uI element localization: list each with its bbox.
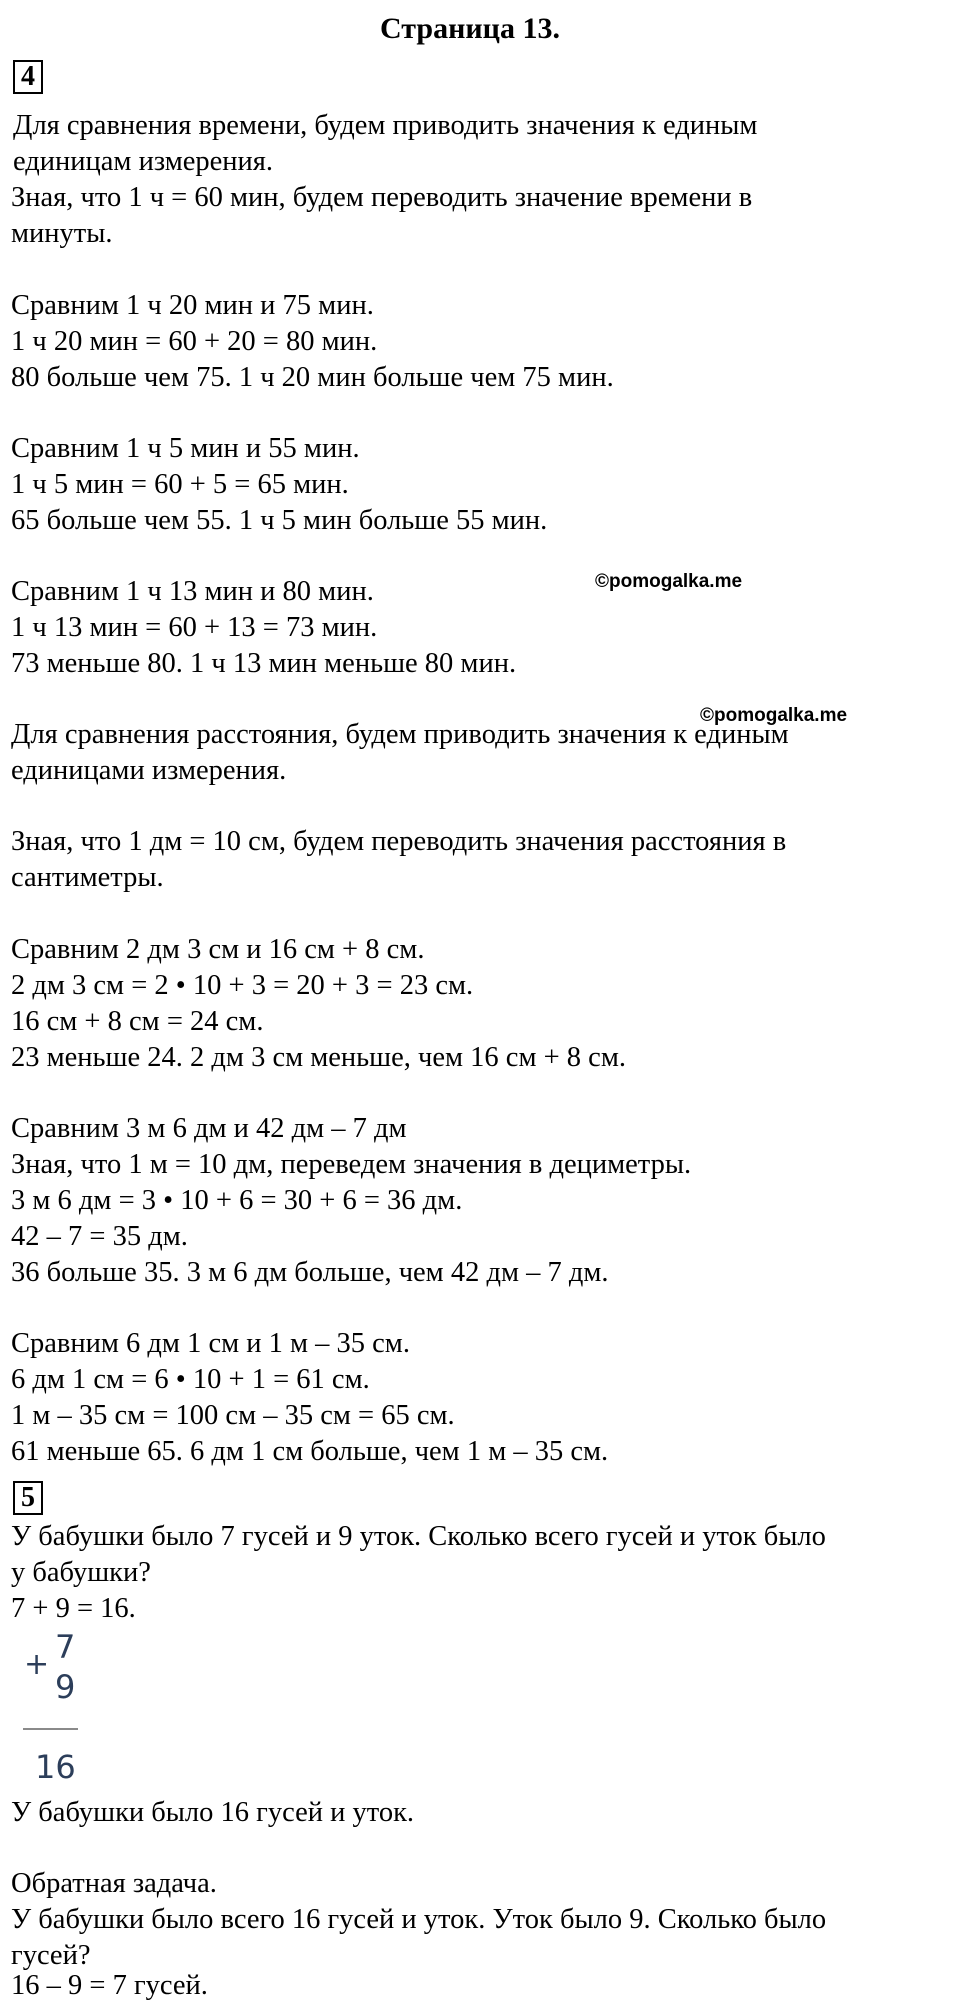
text-line: 73 меньше 80. 1 ч 13 мин меньше 80 мин. xyxy=(11,648,517,679)
text-line: Сравним 6 дм 1 см и 1 м – 35 см. xyxy=(11,1328,410,1359)
text-line: Для сравнения расстояния, будем приводить значения к единым xyxy=(11,719,789,750)
text-line: Сравним 2 дм 3 см и 16 см + 8 см. xyxy=(11,934,425,965)
text-line: 1 ч 13 мин = 60 + 13 = 73 мин. xyxy=(11,612,378,643)
task-4-number: 4 xyxy=(13,60,43,94)
text-line: 23 меньше 24. 2 дм 3 см меньше, чем 16 см + 8 см. xyxy=(11,1042,626,1073)
watermark: ©pomogalka.me xyxy=(700,705,848,726)
text-line: 2 дм 3 см = 2 • 10 + 3 = 20 + 3 = 23 см. xyxy=(11,970,474,1001)
text-line: Сравним 1 ч 5 мин и 55 мин. xyxy=(11,433,360,464)
text-line: Обратная задача. xyxy=(11,1868,217,1899)
sum-line xyxy=(23,1728,78,1730)
text-line: минуты. xyxy=(11,218,113,249)
text-line: 3 м 6 дм = 3 • 10 + 6 = 30 + 6 = 36 дм. xyxy=(11,1185,463,1216)
plus-sign: + xyxy=(24,1647,50,1682)
text-line: 80 больше чем 75. 1 ч 20 мин больше чем 75 мин. xyxy=(11,362,614,393)
text-line: У бабушки было 16 гусей и уток. xyxy=(11,1797,415,1828)
text-line: 1 ч 20 мин = 60 + 20 = 80 мин. xyxy=(11,326,378,357)
text-line: Для сравнения времени, будем приводить значения к единым xyxy=(13,110,758,141)
text-line: 6 дм 1 см = 6 • 10 + 1 = 61 см. xyxy=(11,1364,370,1395)
text-line: 1 м – 35 см = 100 см – 35 см = 65 см. xyxy=(11,1400,455,1431)
text-line: Зная, что 1 м = 10 дм, переведем значения в дециметры. xyxy=(11,1149,692,1180)
text-line: у бабушки? xyxy=(11,1557,151,1588)
sum-result: 16 xyxy=(35,1748,76,1786)
text-line: Сравним 1 ч 20 мин и 75 мин. xyxy=(11,290,374,321)
text-line: Сравним 1 ч 13 мин и 80 мин. xyxy=(11,576,374,607)
text-line: У бабушки было 7 гусей и 9 уток. Сколько всего гусей и уток было xyxy=(11,1521,826,1552)
text-line: 7 + 9 = 16. xyxy=(11,1593,136,1624)
text-line: 42 – 7 = 35 дм. xyxy=(11,1221,188,1252)
text-line: 65 больше чем 55. 1 ч 5 мин больше 55 мин. xyxy=(11,505,548,536)
text-line: 1 ч 5 мин = 60 + 5 = 65 мин. xyxy=(11,469,349,500)
watermark: ©pomogalka.me xyxy=(595,571,743,592)
text-line: Сравним 3 м 6 дм и 42 дм – 7 дм xyxy=(11,1113,407,1144)
text-line: У бабушки было всего 16 гусей и уток. Уток было 9. Сколько было xyxy=(11,1904,827,1935)
task-5-number: 5 xyxy=(13,1481,43,1515)
text-line: 61 меньше 65. 6 дм 1 см больше, чем 1 м – 35 см. xyxy=(11,1436,609,1467)
text-line: сантиметры. xyxy=(11,862,164,893)
addend-top: 7 xyxy=(55,1628,76,1666)
text-line: гусей? xyxy=(11,1940,91,1971)
text-line: 36 больше 35. 3 м 6 дм больше, чем 42 дм – 7 дм. xyxy=(11,1257,609,1288)
text-line: 16 – 9 = 7 гусей. xyxy=(11,1970,208,2001)
addend-bottom: 9 xyxy=(55,1668,76,1706)
text-line: 16 см + 8 см = 24 см. xyxy=(11,1006,264,1037)
text-line: Зная, что 1 дм = 10 см, будем переводить значения расстояния в xyxy=(11,826,787,857)
page-title: Страница 13. xyxy=(380,12,560,45)
text-line: единицам измерения. xyxy=(13,146,274,177)
text-line: единицами измерения. xyxy=(11,755,287,786)
text-line: Зная, что 1 ч = 60 мин, будем переводить значение времени в xyxy=(11,182,753,213)
